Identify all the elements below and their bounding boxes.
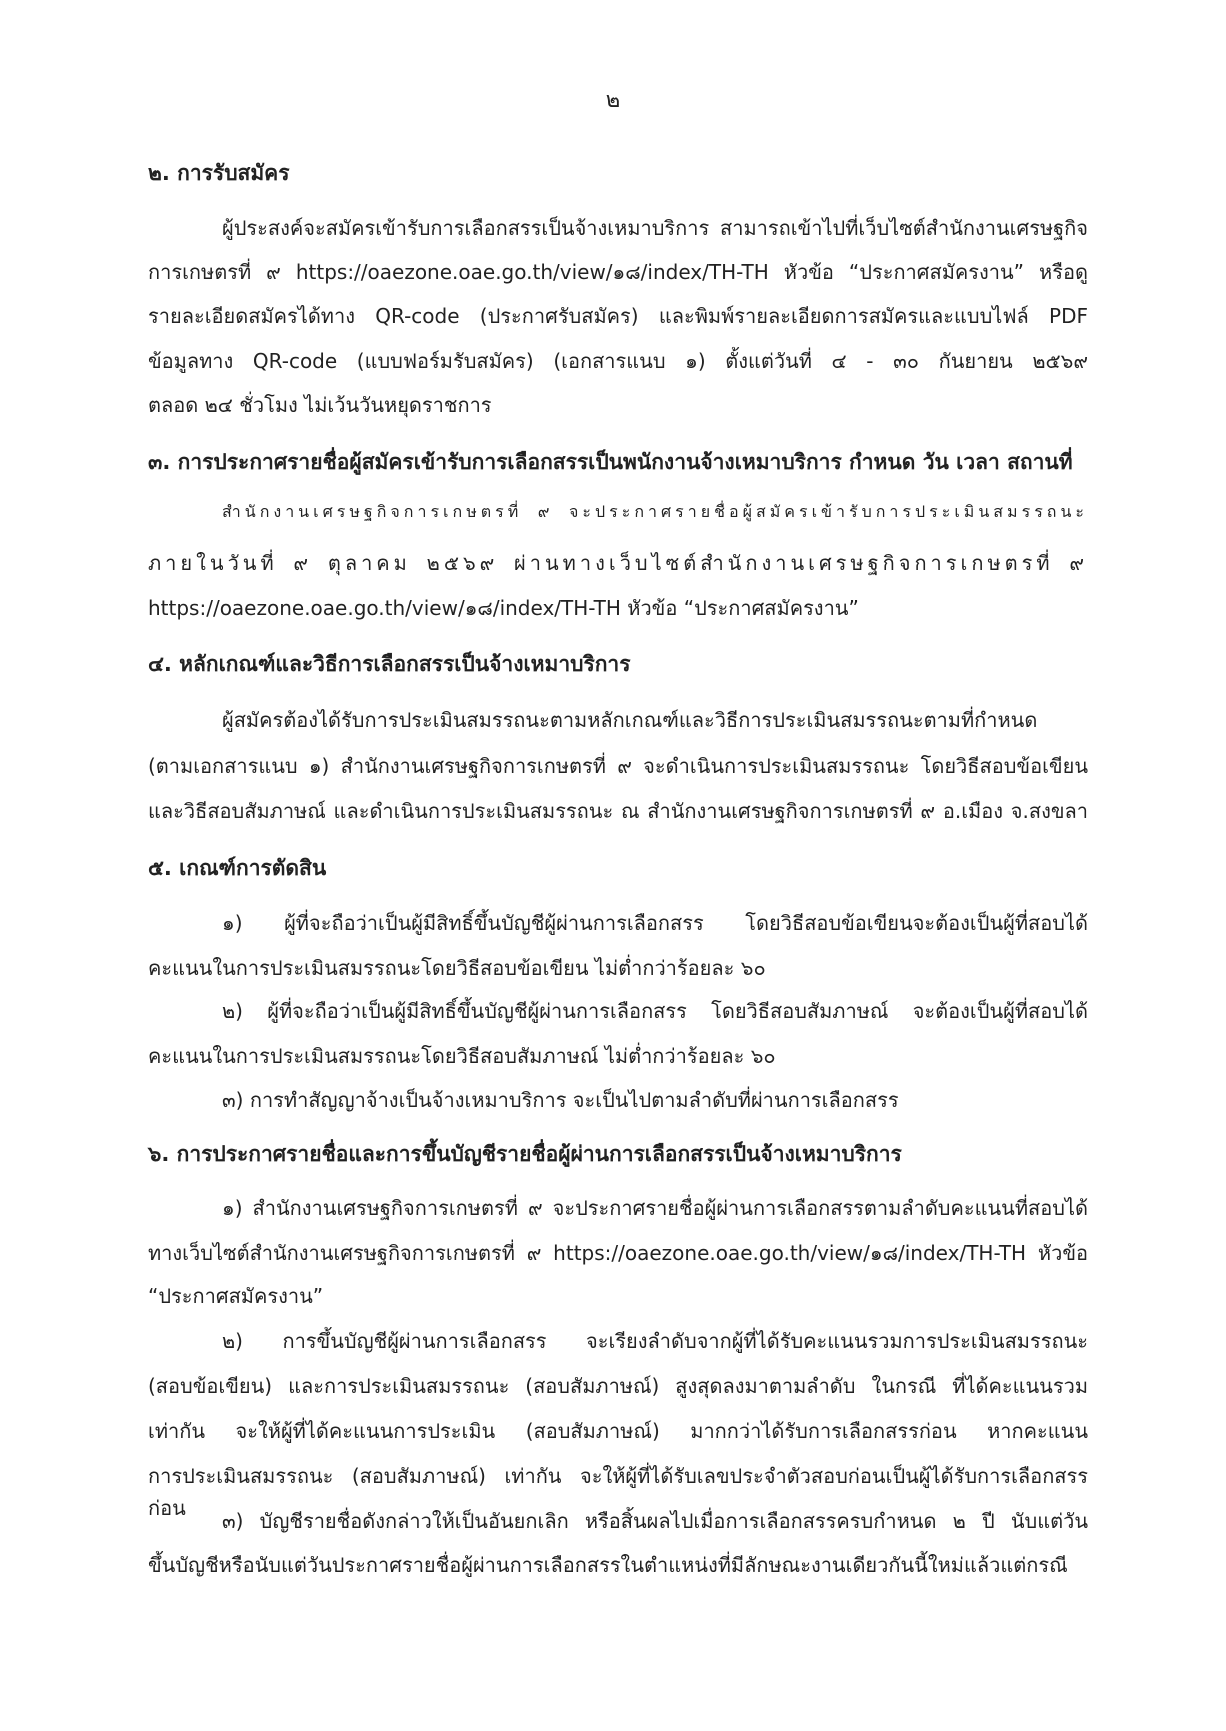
section-3-heading: ๓. การประกาศรายชื่อผู้สมัครเข้ารับการเลือกสรรเป็นพนักงานจ้างเหมาบริการ กำหนด วัน เวลา สถานที่: [148, 450, 1073, 474]
section-5-line-1: ๑) ผู้ที่จะถือว่าเป็นผู้มีสิทธิ์ขึ้นบัญชีผู้ผ่านการเลือกสรร โดยวิธีสอบข้อเขียนจะต้องเป็นผู้ที่สอบได้: [222, 911, 1088, 935]
section-2-line-5: ตลอด ๒๔ ชั่วโมง ไม่เว้นวันหยุดราชการ: [148, 393, 492, 417]
section-3-line-1: สำนักงานเศรษฐกิจการเกษตรที่ ๙ จะประกาศรายชื่อผู้สมัครเข้ารับการประเมินสมรรถนะ: [222, 502, 1088, 521]
section-6-line-8: ๓) บัญชีรายชื่อดังกล่าวให้เป็นอันยกเลิก หรือสิ้นผลไปเมื่อการเลือกสรรครบกำหนด ๒ ปี นับแต่วัน: [222, 1509, 1088, 1533]
section-5-line-3: ๒) ผู้ที่จะถือว่าเป็นผู้มีสิทธิ์ขึ้นบัญชีผู้ผ่านการเลือกสรร โดยวิธีสอบสัมภาษณ์ จะต้องเป็นผู้ที่สอบได้: [222, 999, 1088, 1023]
section-4-line-3: และวิธีสอบสัมภาษณ์ และดำเนินการประเมินสมรรถนะ ณ สำนักงานเศรษฐกิจการเกษตรที่ ๙ อ.เมือง จ.สงขลา: [148, 799, 1088, 823]
section-6-line-1: ๑) สำนักงานเศรษฐกิจการเกษตรที่ ๙ จะประกาศรายชื่อผู้ผ่านการเลือกสรรตามลำดับคะแนนที่สอบได้: [222, 1196, 1088, 1220]
section-6-line-3: “ประกาศสมัครงาน”: [148, 1284, 324, 1308]
section-5-line-4: คะแนนในการประเมินสมรรถนะโดยวิธีสอบสัมภาษณ์ ไม่ต่ำกว่าร้อยละ ๖๐: [148, 1044, 776, 1068]
section-2-heading: ๒. การรับสมัคร: [148, 161, 290, 185]
section-6-line-4: ๒) การขึ้นบัญชีผู้ผ่านการเลือกสรร จะเรียงลำดับจากผู้ที่ได้รับคะแนนรวมการประเมินสมรรถนะ: [222, 1329, 1088, 1353]
section-6-heading: ๖. การประกาศรายชื่อและการขึ้นบัญชีรายชื่อผู้ผ่านการเลือกสรรเป็นจ้างเหมาบริการ: [148, 1142, 902, 1166]
page-number: ๒: [605, 88, 621, 113]
section-6-line-5: (สอบข้อเขียน) และการประเมินสมรรถนะ (สอบสัมภาษณ์) สูงสุดลงมาตามลำดับ ในกรณี ที่ได้คะแนนรวม: [148, 1374, 1088, 1398]
section-6-line-2: ทางเว็บไซต์สำนักงานเศรษฐกิจการเกษตรที่ ๙ https://oaezone.oae.go.th/view/๑๘/index/TH-TH หัวข้อ: [148, 1241, 1088, 1265]
section-5-heading: ๕. เกณฑ์การตัดสิน: [148, 856, 327, 880]
section-4-heading: ๔. หลักเกณฑ์และวิธีการเลือกสรรเป็นจ้างเหมาบริการ: [148, 652, 631, 676]
section-2-line-2: การเกษตรที่ ๙ https://oaezone.oae.go.th/view/๑๘/index/TH-TH หัวข้อ “ประกาศสมัครงาน” หรือดู: [148, 260, 1088, 284]
section-3-line-3: https://oaezone.oae.go.th/view/๑๘/index/TH-TH หัวข้อ “ประกาศสมัครงาน”: [148, 596, 859, 620]
section-2-line-3: รายละเอียดสมัครได้ทาง QR-code (ประกาศรับสมัคร) และพิมพ์รายละเอียดการสมัครและแบบไฟล์ PDF: [148, 304, 1088, 328]
section-5-line-2: คะแนนในการประเมินสมรรถนะโดยวิธีสอบข้อเขียน ไม่ต่ำกว่าร้อยละ ๖๐: [148, 956, 766, 980]
section-6-line-7: การประเมินสมรรถนะ (สอบสัมภาษณ์) เท่ากัน จะให้ผู้ที่ได้รับเลขประจำตัวสอบก่อนเป็นผู้ได้รับการเลือกสรรก่อน: [148, 1464, 1088, 1520]
section-2-line-1: ผู้ประสงค์จะสมัครเข้ารับการเลือกสรรเป็นจ้างเหมาบริการ สามารถเข้าไปที่เว็บไซต์สำนักงานเศรษฐกิจ: [222, 216, 1088, 240]
section-4-line-2: (ตามเอกสารแนบ ๑) สำนักงานเศรษฐกิจการเกษตรที่ ๙ จะดำเนินการประเมินสมรรถนะ โดยวิธีสอบข้อเขียน: [148, 754, 1088, 778]
section-2-line-4: ข้อมูลทาง QR-code (แบบฟอร์มรับสมัคร) (เอกสารแนบ ๑) ตั้งแต่วันที่ ๔ - ๓๐ กันยายน ๒๕๖๙: [148, 349, 1088, 373]
section-3-line-2: ภายในวันที่ ๙ ตุลาคม ๒๕๖๙ ผ่านทางเว็บไซต์สำนักงานเศรษฐกิจการเกษตรที่ ๙: [148, 551, 1088, 575]
section-6-line-6: เท่ากัน จะให้ผู้ที่ได้คะแนนการประเมิน (สอบสัมภาษณ์) มากกว่าได้รับการเลือกสรรก่อน หากคะแนน: [148, 1419, 1088, 1443]
section-5-line-5: ๓) การทำสัญญาจ้างเป็นจ้างเหมาบริการ จะเป็นไปตามลำดับที่ผ่านการเลือกสรร: [222, 1088, 899, 1112]
section-4-line-1: ผู้สมัครต้องได้รับการประเมินสมรรถนะตามหลักเกณฑ์และวิธีการประเมินสมรรถนะตามที่กำหนด: [222, 708, 1038, 732]
section-6-line-9: ขึ้นบัญชีหรือนับแต่วันประกาศรายชื่อผู้ผ่านการเลือกสรรในตำแหน่งที่มีลักษณะงานเดียวกันนี้ใหม่แล้วแต่กรณี: [148, 1553, 1068, 1577]
